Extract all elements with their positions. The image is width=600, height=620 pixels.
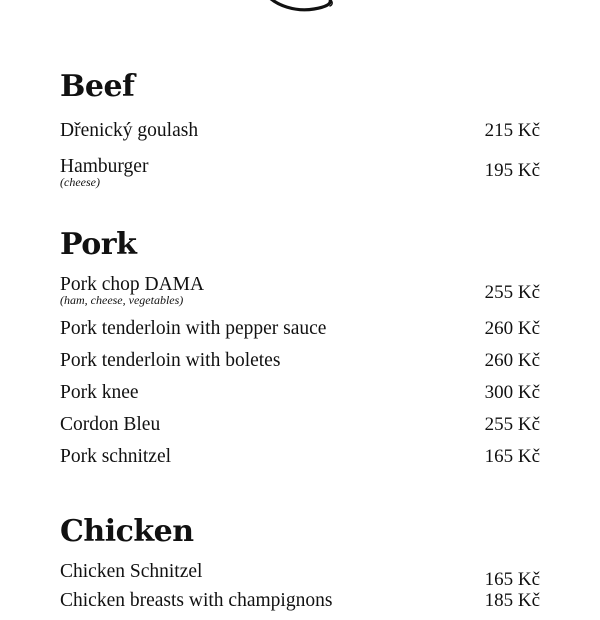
menu-item-note: (ham, cheese, vegetables)	[60, 293, 184, 307]
menu-item-price: 195 Kč	[484, 160, 540, 181]
section-title-beef: Beef	[60, 69, 135, 104]
menu-item-price: 260 Kč	[484, 350, 540, 371]
section-title-chicken: Chicken	[60, 514, 194, 549]
menu-item-name: Hamburger	[60, 156, 149, 177]
section-title-pork: Pork	[60, 227, 137, 262]
menu-item-price: 260 Kč	[484, 318, 540, 339]
menu-item	[60, 446, 540, 476]
menu-item-name: Dřenický goulash	[60, 120, 199, 141]
menu-item	[60, 414, 540, 444]
menu-item-name: Chicken breasts with champignons	[60, 590, 333, 611]
menu-item-price: 215 Kč	[484, 120, 540, 141]
menu-item-price: 255 Kč	[484, 414, 540, 435]
menu-item	[60, 382, 540, 412]
menu-item	[60, 120, 540, 150]
menu-item-name: Chicken Schnitzel	[60, 561, 203, 582]
menu-item-name: Pork tenderloin with boletes	[60, 350, 281, 371]
menu-item-price: 165 Kč	[484, 446, 540, 467]
menu-item-name: Pork chop DAMA	[60, 274, 205, 295]
menu-item-price: 255 Kč	[484, 282, 540, 303]
decorative-flourish	[262, 0, 342, 20]
menu-item-price: 185 Kč	[484, 590, 540, 611]
menu-item	[60, 350, 540, 380]
menu-item	[60, 156, 540, 189]
menu-item-name: Pork schnitzel	[60, 446, 172, 467]
menu-item	[60, 274, 540, 307]
menu-item-note: (cheese)	[60, 175, 100, 189]
menu-item-name: Pork knee	[60, 382, 139, 403]
menu-item	[60, 590, 540, 620]
menu-item-name: Pork tenderloin with pepper sauce	[60, 318, 327, 339]
menu-item-price: 300 Kč	[484, 382, 540, 403]
menu-item	[60, 318, 540, 348]
menu-item-price: 165 Kč	[484, 569, 540, 590]
menu-item-name: Cordon Bleu	[60, 414, 161, 435]
menu-item	[60, 561, 540, 591]
